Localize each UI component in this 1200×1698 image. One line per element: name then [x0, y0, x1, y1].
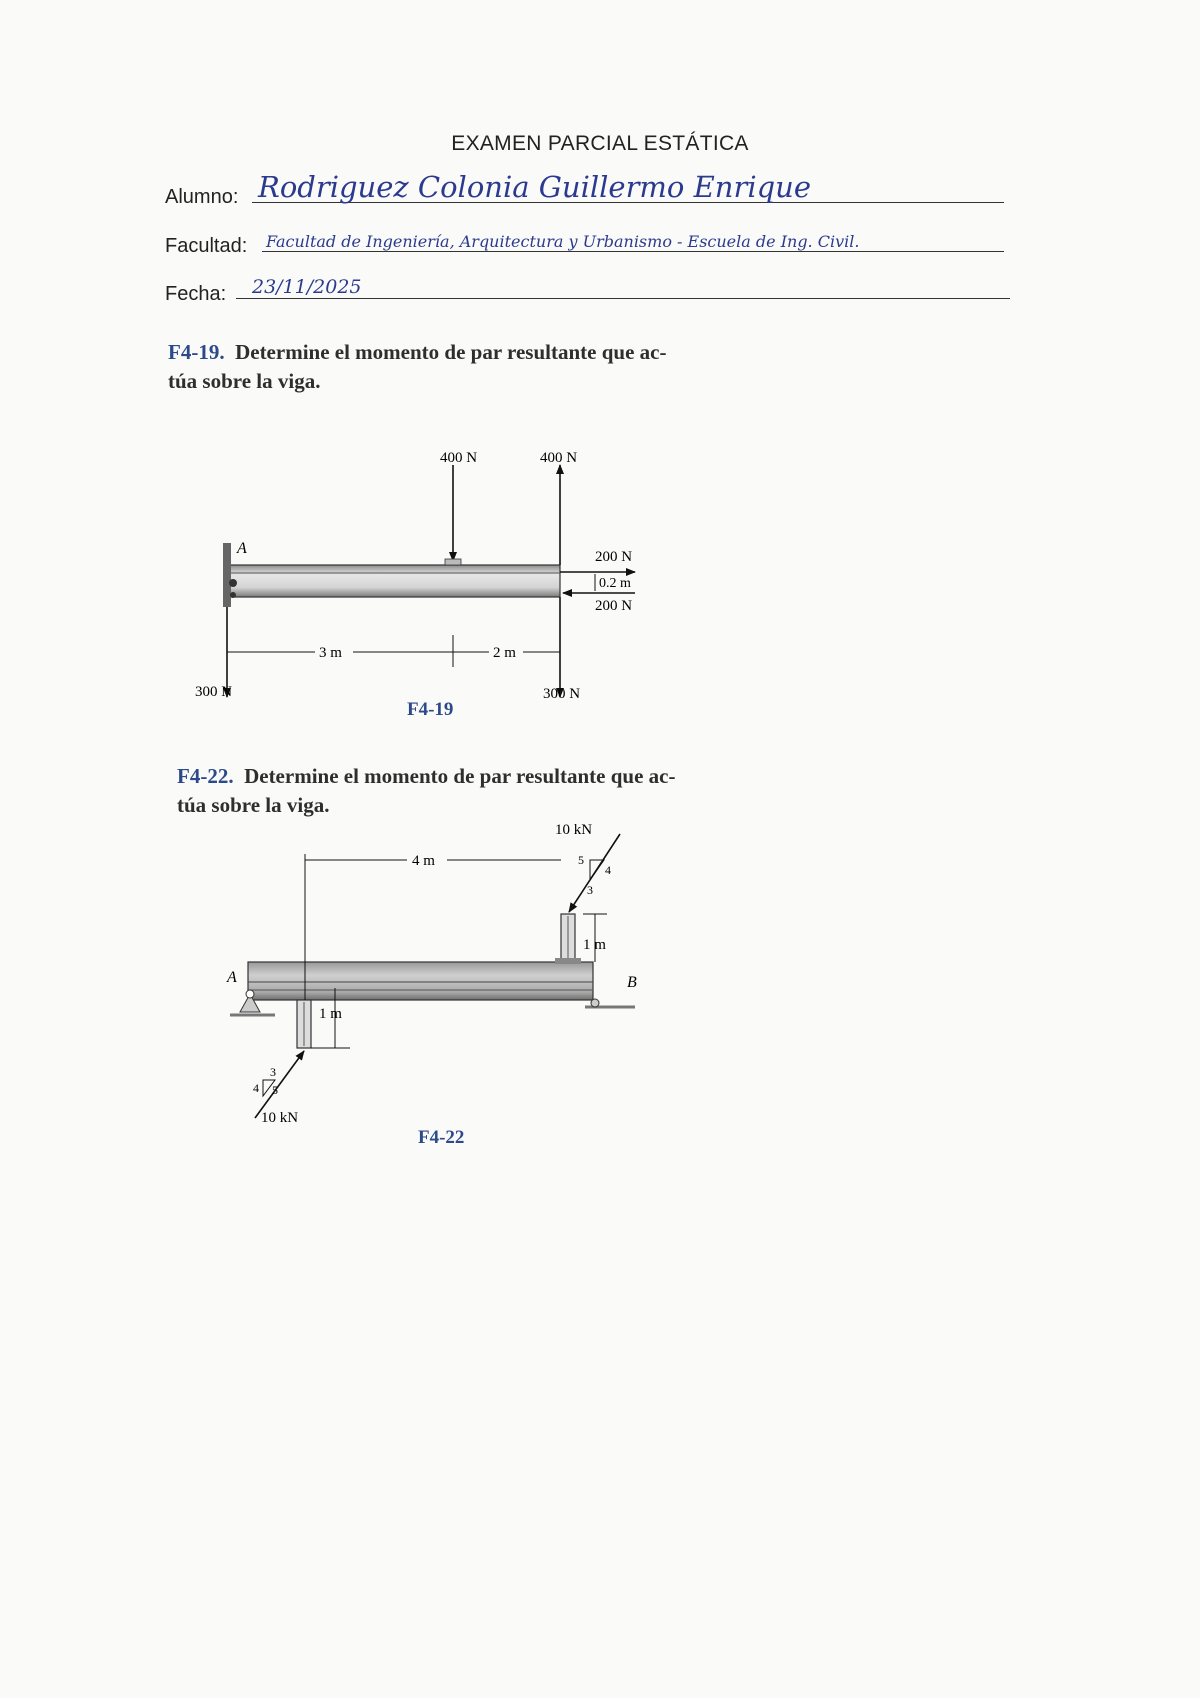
label-tri-top-5: 5: [578, 853, 584, 867]
label-tri-bot-5: 5: [272, 1083, 278, 1097]
label-300n-right: 300 N: [543, 686, 581, 702]
fecha-value: 23/11/2025: [252, 276, 362, 298]
fecha-label: Fecha:: [165, 283, 227, 305]
label-4m: 4 m: [412, 853, 435, 869]
beam-f4-22: [248, 962, 593, 1000]
label-3m: 3 m: [319, 645, 342, 661]
label-tri-bot-4: 4: [253, 1081, 259, 1095]
label-400n-right: 400 N: [540, 450, 578, 466]
caption-f4-19: F4-19: [407, 699, 454, 720]
figure-f4-19: [195, 435, 675, 730]
beam-f4-19: [230, 565, 560, 597]
problem2-number: F4-22.: [177, 764, 234, 788]
roller-support-b: [591, 999, 599, 1007]
problem1-text-line1: Determine el momento de par resultante que ac-: [235, 340, 667, 364]
problem2-statement: [177, 762, 675, 820]
facultad-label: Facultad:: [165, 235, 248, 257]
label-200n-bottom: 200 N: [595, 598, 633, 614]
problem1-text-line2: túa sobre la viga.: [168, 369, 321, 393]
label-2m: 2 m: [493, 645, 516, 661]
label-point-a-22: A: [227, 969, 237, 986]
label-1m-bottom: 1 m: [319, 1006, 342, 1022]
facultad-value: Facultad de Ingeniería, Arquitectura y Urbanismo - Escuela de Ing. Civil.: [266, 232, 860, 251]
label-10kn-top: 10 kN: [555, 822, 593, 838]
support-a-f4-19: [223, 543, 231, 607]
label-1m-top: 1 m: [583, 937, 606, 953]
fecha-line: [236, 298, 1010, 299]
label-point-a: A: [237, 540, 247, 557]
problem2-text-line2: túa sobre la viga.: [177, 793, 330, 817]
label-tri-bot-3: 3: [270, 1065, 276, 1079]
force-10kn-bottom: [255, 1051, 304, 1118]
label-400n-mid: 400 N: [440, 450, 478, 466]
label-200n-top: 200 N: [595, 549, 633, 565]
exam-title: EXAMEN PARCIAL ESTÁTICA: [451, 132, 749, 155]
facultad-line: [262, 251, 1004, 252]
label-10kn-bottom: 10 kN: [261, 1110, 299, 1126]
problem1-statement: [168, 338, 666, 396]
caption-f4-22: F4-22: [418, 1127, 465, 1148]
problem2-text-line1: Determine el momento de par resultante que ac-: [244, 764, 676, 788]
label-300n-left: 300 N: [195, 684, 233, 700]
label-tri-top-3: 3: [587, 883, 593, 897]
label-point-b: B: [627, 974, 637, 991]
label-tri-top-4: 4: [605, 863, 611, 877]
figure-f4-22: [215, 822, 675, 1132]
alumno-label: Alumno:: [165, 186, 239, 208]
problem1-number: F4-19.: [168, 340, 225, 364]
label-02m: 0.2 m: [599, 576, 631, 591]
alumno-value: Rodriguez Colonia Guillermo Enrique: [258, 170, 811, 204]
